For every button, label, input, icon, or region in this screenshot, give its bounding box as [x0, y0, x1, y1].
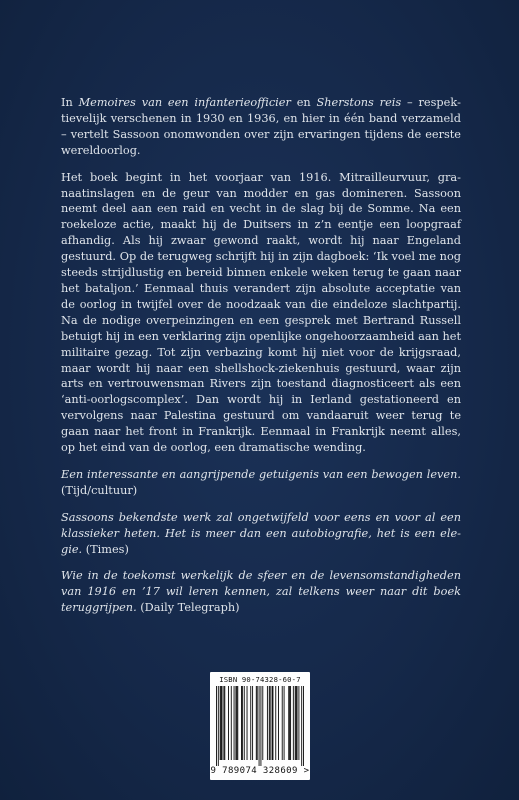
- barcode-bar: [260, 686, 261, 766]
- barcode-bar: [259, 686, 260, 766]
- barcode-bar: [234, 686, 235, 760]
- quote-text: Wie in de toekomst werkelijk de sfeer en de levensomstandigheden van 1916 en ’17 wil leren kennen, zal telkens weer naar dit boek teruggrijpen.: [61, 569, 461, 615]
- blurb-paragraph: [61, 568, 461, 616]
- barcode-bar: [228, 686, 229, 760]
- barcode-icon: [216, 686, 304, 766]
- barcode-bar: [222, 686, 223, 760]
- body-text: Het boek begint in het voorjaar van 1916. Mitrailleurvuur, granaatinslagen en de geur van modder en gas domineren. Sassoon neemt deel aan een raid en vecht in de slag bij de Somme. Na een roekeloze actie, maakt hij de Duitsers in z’n eentje een loopgraaf afhandig. Als hij zwaar gewond raakt, wordt hij naar Engeland gestuurd. Op de terugweg schrijft hij in zijn dagboek: ‘Ik voel me nog steeds strijdlustig en bereid binnen enkele weken terug te gaan naar het bataljon.’ Eenmaal thuis verandert zijn absolute acceptatie van de oorlog in twijfel over de noodzaak van die eindeloze slachtpartij. Na de nodige overpeinzingen en een gesprek met Bertrand Russell betuigt hij in een verklaring zijn openlijke ongehoorzaamheid aan het militaire gezag. Tot zijn verbazing komt hij niet voor de krijgsraad, maar wordt hij naar een shellshock-ziekenhuis gestuurd, waar zijn arts en vertrouwensman Rivers zijn toestand diagnosticeert als een ‘anti-oorlogscomplex’. Dan wordt hij in Ierland gestationeerd en vervolgens naar Palestina gestuurd om vandaaruit weer terug te gaan naar het front in Frankrijk. Eenmaal in Frankrijk neemt alles, op het eind van de oorlog, een dramatische wending.: [61, 170, 461, 455]
- barcode-bar: [295, 686, 296, 760]
- blurb-paragraph: [61, 510, 461, 558]
- barcode-bar: [303, 686, 304, 766]
- barcode-bar: [241, 686, 242, 760]
- barcode-bar: [218, 686, 219, 766]
- isbn-text: ISBN 90-74328-60-7: [219, 675, 301, 684]
- barcode-bar: [288, 686, 289, 760]
- barcode-bar: [289, 686, 290, 760]
- barcode-bar: [262, 686, 263, 760]
- barcode-bar: [223, 686, 224, 760]
- barcode-bar: [275, 686, 276, 760]
- barcode-bar: [284, 686, 285, 760]
- quote-text: Sherstons reis: [316, 96, 402, 109]
- blurb-paragraph: [61, 170, 461, 456]
- body-text: In: [61, 96, 79, 109]
- barcode-bar: [224, 686, 225, 760]
- barcode-bar: [278, 686, 279, 760]
- barcode-bar: [235, 686, 236, 760]
- barcode-bar: [242, 686, 243, 760]
- barcode-bar: [282, 686, 283, 760]
- barcode-bar: [272, 686, 273, 760]
- blurb-paragraph: [61, 467, 461, 499]
- barcode-bar: [247, 686, 248, 760]
- barcode-bar: [216, 686, 217, 766]
- body-text: en: [290, 96, 317, 109]
- barcode-bar: [301, 686, 302, 766]
- barcode-bar: [270, 686, 271, 760]
- barcode-bar: [250, 686, 251, 760]
- quote-text: Sassoons bekendste werk zal ongetwijfeld voor eens en voor al een klassieker heten. Het is meer dan een autobiografie, het is een elegie.: [61, 510, 461, 556]
- barcode-bar: [231, 686, 232, 760]
- barcode-bar: [290, 686, 291, 760]
- barcode-bar: [267, 686, 268, 760]
- body-text: (Times): [82, 542, 129, 556]
- barcode-bar: [273, 686, 274, 760]
- quote-text: Memoires van een infanterieofficier: [78, 96, 291, 109]
- barcode-bar: [297, 686, 298, 760]
- quote-text: Een interessante en aangrijpende getuigenis van een bewogen leven.: [61, 467, 461, 481]
- barcode-bar: [257, 686, 258, 760]
- barcode-bar: [220, 686, 221, 760]
- blurb-paragraph: [61, 95, 461, 159]
- barcode-bar: [236, 686, 237, 760]
- barcode-bar: [256, 686, 257, 760]
- barcode-bar: [237, 686, 238, 760]
- body-text: – respektievelijk verschenen in 1930 en 1936, en hier in één band verzameld – vertelt Sassoon onomwonden over zijn ervaringen tijdens de eerste wereldoorlog.: [61, 96, 461, 157]
- ean-digits: 9 789074 328609 >: [210, 766, 310, 776]
- blurb-text: [61, 95, 461, 627]
- barcode-bar: [296, 686, 297, 760]
- body-text: (Tijd/cultuur): [61, 483, 138, 497]
- barcode-bar: [293, 686, 294, 760]
- barcode-bar: [244, 686, 245, 760]
- barcode-bar: [252, 686, 253, 760]
- barcode-bar: [298, 686, 299, 760]
- body-text: (Daily Telegraph): [136, 601, 240, 615]
- barcode-bar: [269, 686, 270, 760]
- barcode-bar: [221, 686, 222, 760]
- barcode-label: [210, 672, 310, 780]
